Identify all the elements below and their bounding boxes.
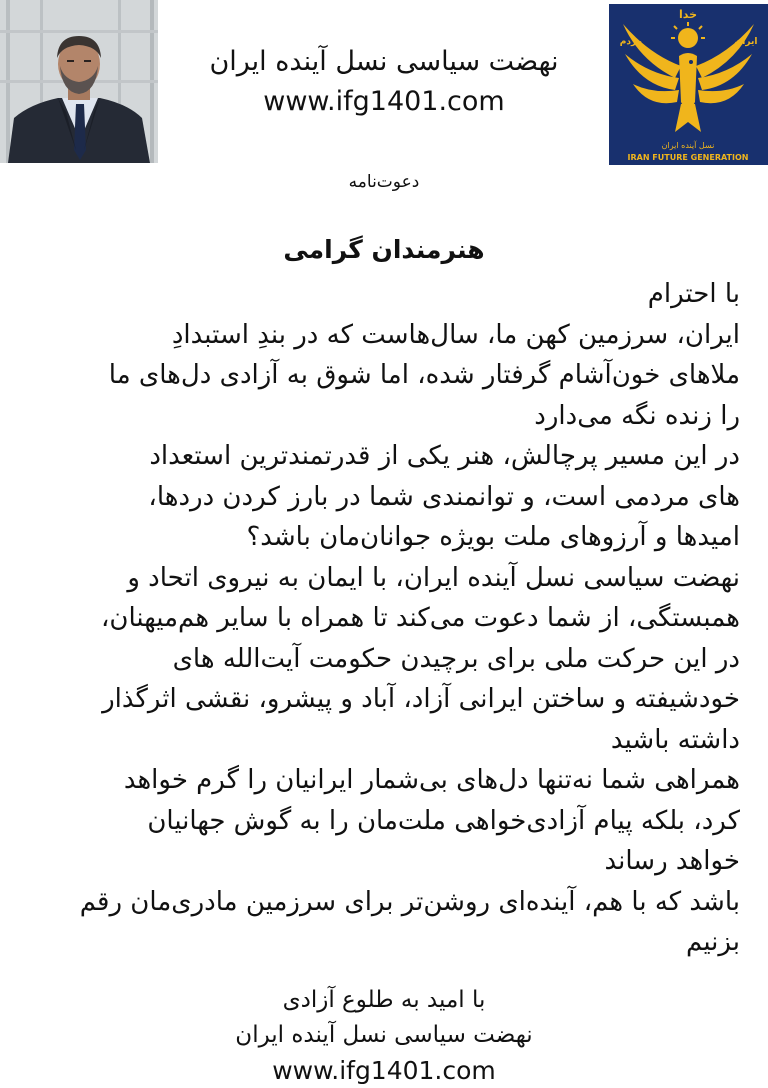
closing-block — [150, 983, 618, 1088]
body-line: را زنده نگه می‌دارد — [534, 400, 740, 431]
header-url[interactable]: www.ifg1401.com — [263, 86, 505, 117]
body-line: بزنیم — [686, 927, 740, 957]
portrait-photo — [0, 0, 158, 163]
body-line: نهضت سیاسی نسل آینده ایران، با ایمان به نیروی اتحاد و — [127, 562, 740, 593]
body-line: در این حرکت ملی برای برچیدن حکومت آیت‌الله های — [172, 643, 740, 674]
body-line: همبستگی، از شما دعوت می‌کند تا همراه با سایر هم‌میهنان، — [101, 603, 740, 633]
body-line: ملاهای خون‌آشام گرفتار شده، اما شوق به آزادی دل‌های ما — [108, 360, 740, 390]
letter-body — [28, 274, 740, 963]
header-title: نهضت سیاسی نسل آینده ایران — [209, 46, 559, 77]
invitation-label: دعوت‌نامه — [348, 172, 420, 192]
logo-english-name: IRAN FUTURE GENERATION — [627, 153, 749, 162]
closing-line-hope: با امید به طلوع آزادی — [282, 987, 486, 1013]
body-line: کرد، بلکه پیام آزادی‌خواهی ملت‌مان را به گوش جهانیان — [147, 805, 740, 836]
body-line: داشته باشید — [610, 724, 740, 755]
body-line: در این مسیر پرچالش، هنر یکی از قدرتمندترین استعداد — [149, 441, 740, 471]
body-line: های مردمی است، و توانمندی شما در بارز کردن دردها، — [148, 481, 740, 512]
closing-url[interactable]: www.ifg1401.com — [272, 1056, 496, 1085]
body-line: با احترام — [647, 279, 740, 309]
closing-line-organization: نهضت سیاسی نسل آینده ایران — [235, 1022, 533, 1048]
salutation-heading: هنرمندان گرامی — [283, 235, 485, 264]
body-line: ایران، سرزمین کهن ما، سال‌هاست که در بندِ استبدادِ — [171, 319, 740, 350]
body-line: باشد که با هم، آینده‌ای روشن‌تر برای سرزمین مادری‌مان رقم — [79, 886, 740, 917]
logo-persian-name: نسل آینده ایران — [661, 141, 715, 150]
iran-future-generation-logo — [609, 4, 768, 165]
logo-left-word: مردم — [619, 37, 643, 47]
body-line: امیدها و آرزوهای ملت بویژه جوانان‌مان باشد؟ — [246, 522, 740, 552]
body-line: خودشیفته و ساختن ایرانی آزاد، آباد و پیشرو، نقشی اثرگذار — [102, 684, 740, 714]
logo-right-word: ایران — [734, 37, 758, 47]
body-line: همراهی شما نه‌تنها دل‌های بی‌شمار ایرانیان را گرم خواهد — [123, 765, 740, 795]
body-line: خواهد رساند — [604, 846, 740, 876]
logo-top-word: خدا — [678, 8, 698, 21]
